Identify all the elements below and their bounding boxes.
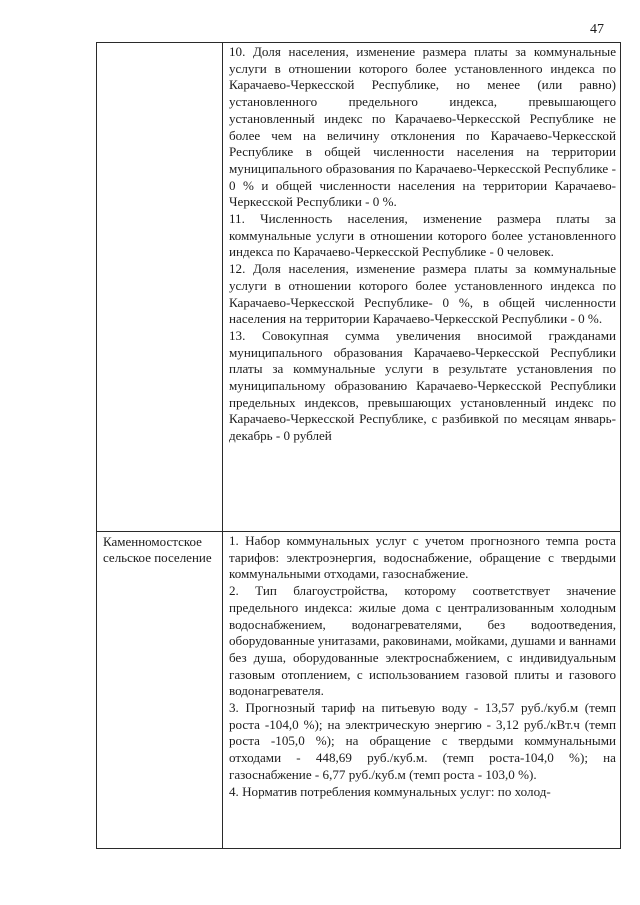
indicator-table (96, 42, 621, 849)
indicators-cell (223, 43, 621, 532)
municipality-cell (97, 532, 223, 849)
indicator-item-10: 10. Доля населения, изменение размера платы за коммунальные услуги в отношении которого более установленного индекса по Карачаево-Черкесской Республике, но менее (или равно) установленного предельного индекса, превышающего установленный индекс по Карачаево-Черкесской Республике не более чем на величину отклонения по Карачаево-Черкесской Республике в общей численности населения на территории муниципального образования по Карачаево-Черкесской Республике - 0 % и общей численности населения на территории Карачаево-Черкесской Республики - 0 %. (229, 44, 616, 210)
indicator-item-3: 3. Прогнозный тариф на питьевую воду - 13,57 руб./куб.м (темп роста -104,0 %); на электрическую энергию - 3,12 руб./кВт.ч (темп роста -105,0 %); на обращение с твердыми коммунальными отходами - 448,69 руб./куб.м. (темп роста-104,0 %); на газоснабжение - 6,77 руб./куб.м (темп роста - 103,0 %). (229, 700, 616, 782)
indicator-item-11: 11. Численность населения, изменение размера платы за коммунальные услуги в отношении которого более установленного индекса по Карачаево-Черкесской Республике - 0 человек. (229, 211, 616, 260)
indicator-item-1: 1. Набор коммунальных услуг с учетом прогнозного темпа роста тарифов: электроэнергия, водоснабжение, обращение с твердыми коммунальными отходами, газоснабжение. (229, 533, 616, 582)
page-number: 47 (590, 22, 604, 37)
table-row (97, 43, 621, 532)
indicator-item-2: 2. Тип благоустройства, которому соответствует значение предельного индекса: жилые дома с централизованным холодным водоснабжением, водонагревателями, без водоотведения, оборудованные унитазами, раковинами, мойками, душами и ваннами без душа, оборудованные электроснабжением, с индивидуальным газовым отоплением, с использованием газовой плиты и газового водонагревателя. (229, 583, 616, 699)
municipality-cell (97, 43, 223, 532)
table-row (97, 532, 621, 849)
indicators-cell (223, 532, 621, 849)
indicator-item-12: 12. Доля населения, изменение размера платы за коммунальные услуги в отношении которого более установленного индекса по Карачаево-Черкесской Республике- 0 %, в общей численности населения на территории Карачаево-Черкесской Республики - 0 %. (229, 261, 616, 327)
indicator-item-4: 4. Норматив потребления коммунальных услуг: по холод- (229, 783, 551, 799)
municipality-name: Каменномостское сельское поселение (103, 534, 212, 565)
municipality-name (97, 43, 222, 47)
indicator-item-13: 13. Совокупная сумма увеличения вносимой гражданами муниципального образования Карачаево-Черкесской Республики платы за коммунальные услуги в результате установления по муниципальному образованию Карачаево-Черкесской Республики предельных индексов, превышающих установленный индекс по Карачаево-Черкесской Республике, с разбивкой по месяцам январь-декабрь - 0 рублей (229, 327, 616, 444)
